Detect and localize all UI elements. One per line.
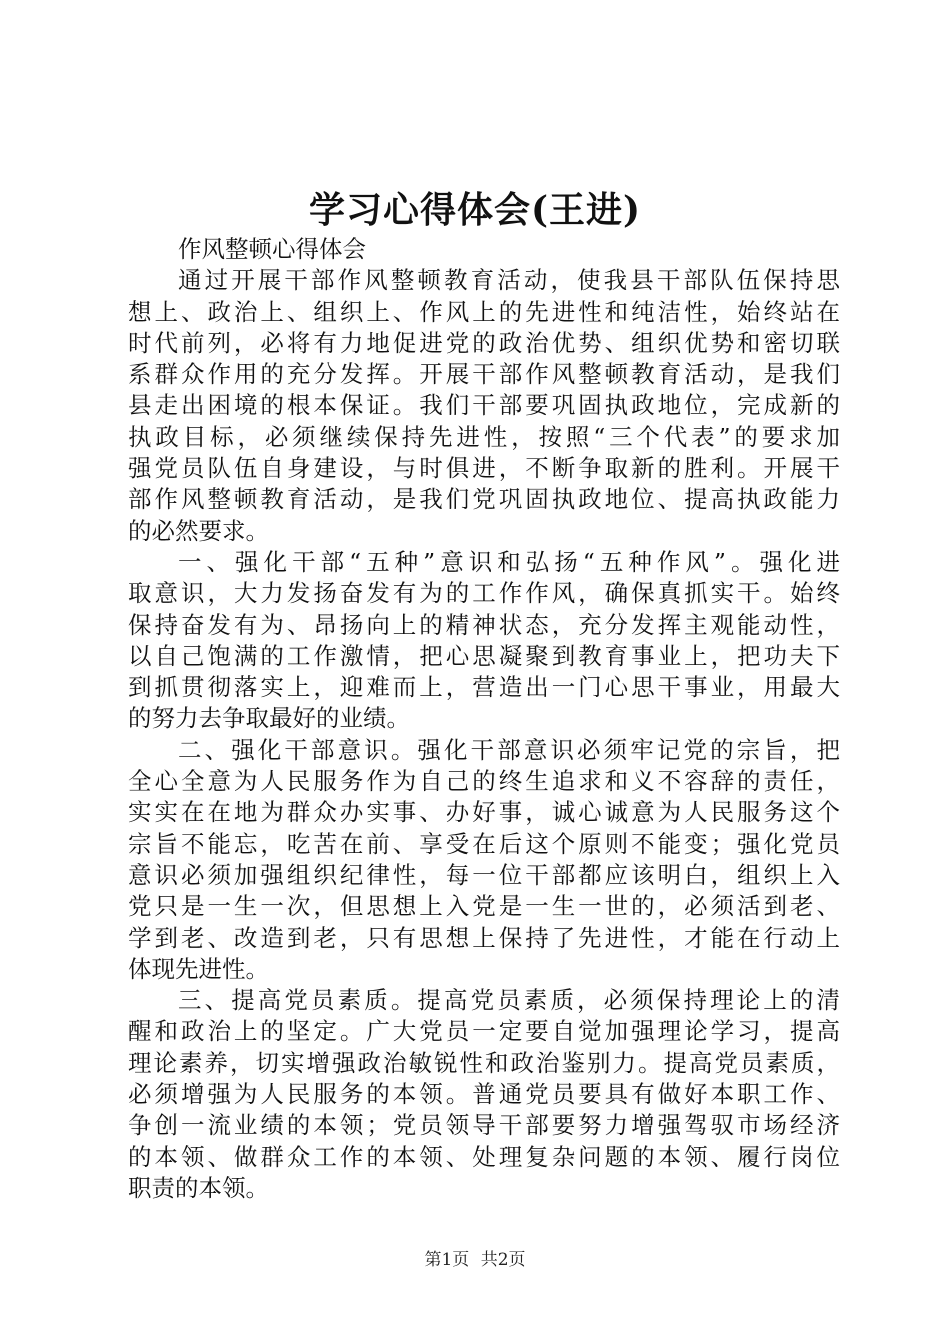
paragraph-line: 必须增强为人民服务的本领。普通党员要具有做好本职工作、 [128,1080,840,1109]
paragraph-line: 保持奋发有为、昂扬向上的精神状态，充分发挥主观能动性， [128,610,840,639]
paragraph-line: 到抓贯彻落实上，迎难而上，营造出一门心思干事业，用最大 [128,673,840,702]
paragraph-line: 一、强化干部“五种”意识和弘扬“五种作风”。强化进 [178,547,840,576]
paragraph-line: 时代前列，必将有力地促进党的政治优势、组织优势和密切联 [128,328,840,357]
paragraph-line: 系群众作用的充分发挥。开展干部作风整顿教育活动，是我们 [128,360,840,389]
page-total: 共2页 [480,1250,526,1270]
paragraph-line: 全心全意为人民服务作为自己的终生追求和义不容辞的责任， [128,767,840,796]
paragraph-line: 体现先进性。 [128,954,269,983]
paragraph-line: 三、提高党员素质。提高党员素质，必须保持理论上的清 [178,986,840,1015]
paragraph-line: 学到老、改造到老，只有思想上保持了先进性，才能在行动上 [128,923,840,952]
paragraph-line: 的必然要求。 [128,516,269,545]
document-title: 学习心得体会(王进) [308,189,642,231]
document-subtitle: 作风整顿心得体会 [178,235,366,263]
paragraph-line: 取意识，大力发扬奋发有为的工作作风，确保真抓实干。始终 [128,579,840,608]
paragraph-line: 理论素养，切实增强政治敏锐性和政治鉴别力。提高党员素质， [128,1048,840,1077]
paragraph-line: 实实在在地为群众办实事、办好事，诚心诚意为人民服务这个 [128,798,840,827]
paragraph-line: 二、强化干部意识。强化干部意识必须牢记党的宗旨，把 [178,735,840,764]
paragraph-line: 争创一流业绩的本领；党员领导干部要努力增强驾驭市场经济 [128,1111,840,1140]
paragraph-line: 通过开展干部作风整顿教育活动，使我县干部队伍保持思 [178,266,840,295]
paragraph-line: 的努力去争取最好的业绩。 [128,704,410,733]
paragraph [128,265,840,547]
paragraph-line: 以自己饱满的工作激情，把心思凝聚到教育事业上，把功夫下 [128,641,840,670]
paragraph-line: 职责的本领。 [128,1173,269,1202]
document-body [128,234,840,1204]
paragraph-line: 执政目标，必须继续保持先进性，按照“三个代表”的要求加 [128,422,840,451]
paragraph [128,547,840,735]
page-footer [0,1245,950,1270]
paragraph [128,735,840,985]
paragraph-container [128,265,840,1204]
page-number: 第1页 [424,1250,470,1270]
paragraph-line: 党只是一生一次，但思想上入党是一生一世的，必须活到老、 [128,892,840,921]
paragraph [128,985,840,1204]
paragraph-line: 意识必须加强组织纪律性，每一位干部都应该明白，组织上入 [128,860,840,889]
paragraph-line: 醒和政治上的坚定。广大党员一定要自觉加强理论学习，提高 [128,1017,840,1046]
paragraph-line: 强党员队伍自身建设，与时俱进，不断争取新的胜利。开展干 [128,454,840,483]
paragraph-line: 县走出困境的根本保证。我们干部要巩固执政地位，完成新的 [128,391,840,420]
paragraph-line: 的本领、做群众工作的本领、处理复杂问题的本领、履行岗位 [128,1142,840,1171]
paragraph-line: 宗旨不能忘，吃苦在前、享受在后这个原则不能变；强化党员 [128,829,840,858]
paragraph-line: 想上、政治上、组织上、作风上的先进性和纯洁性，始终站在 [128,297,840,326]
paragraph-line: 部作风整顿教育活动，是我们党巩固执政地位、提高执政能力 [128,485,840,514]
